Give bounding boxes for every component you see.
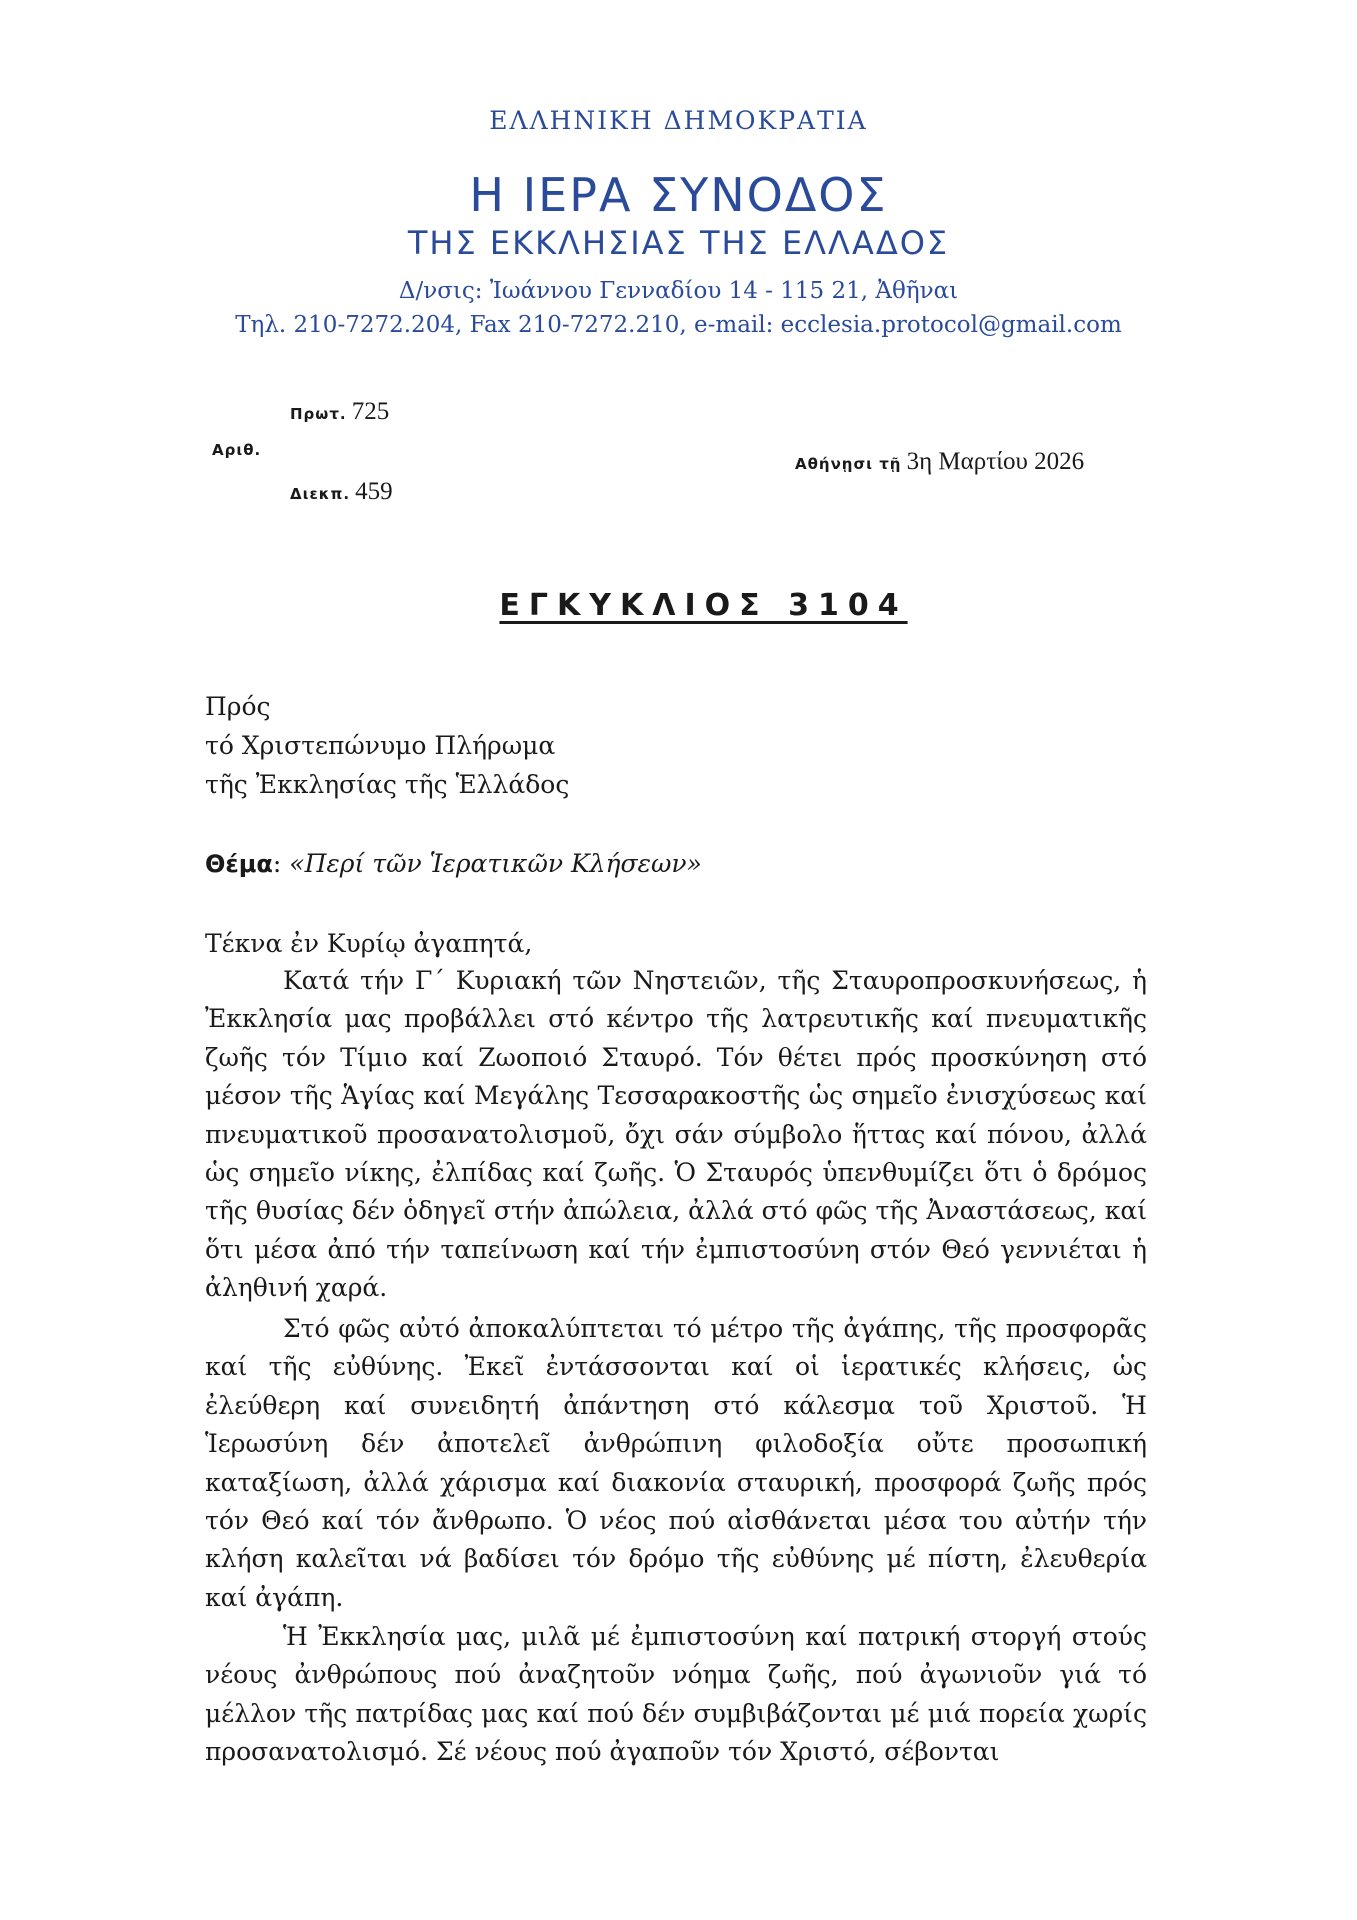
letterhead-church: ΤΗΣ ΕΚΚΛΗΣΙΑΣ ΤΗΣ ΕΛΛΑΔΟΣ xyxy=(407,224,950,262)
number-label: Αριθ. xyxy=(212,441,262,459)
recipient-line-1: τό Χριστεπώνυμο Πλήρωμα xyxy=(205,731,556,760)
dispatch-number: 459 xyxy=(355,478,393,505)
protocol-reference xyxy=(290,398,389,426)
letterhead-contact: Τηλ. 210-7272.204, Fax 210-7272.210, e-mail: ecclesia.protocol@gmail.com xyxy=(235,312,1122,338)
subject-label: Θέμα xyxy=(205,850,273,878)
greeting: Τέκνα ἐν Κυρίῳ ἀγαπητά, xyxy=(205,929,533,958)
date-reference xyxy=(795,448,1084,476)
recipient-label: Πρός xyxy=(205,692,271,721)
number-reference xyxy=(212,440,261,459)
document-title-row xyxy=(0,588,1357,623)
body-paragraph-1: Κατά τήν Γ΄ Κυριακή τῶν Νηστειῶν, τῆς Σταυροπροσκυνήσεως, ἡ Ἐκκλησία μας προβάλλει στό κέντρο τῆς λατρευτικῆς καί πνευματικῆς ζωῆς τόν Τίμιο καί Ζωοποιό Σταυρό. Τόν θέτει πρός προσκύνηση στό μέσον τῆς Ἁγίας καί Μεγάλης Τεσσαρακοστῆς ὡς σημεῖο ἐνισχύσεως καί πνευματικοῦ προσανατολισμοῦ, ὄχι σάν σύμβολο ἥττας καί πόνου, ἀλλά ὡς σημεῖο νίκης, ἐλπίδας καί ζωῆς. Ὁ Σταυρός ὑπενθυμίζει ὅτι ὁ δρόμος τῆς θυσίας δέν ὁδηγεῖ στήν ἀπώλεια, ἀλλά στό φῶς τῆς Ἀναστάσεως, καί ὅτι μέσα ἀπό τήν ταπείνωση καί τήν ἐμπιστοσύνη στόν Θεό γεννιέται ἡ ἀληθινή χαρά. xyxy=(205,966,1147,1303)
subject-colon: : xyxy=(272,849,290,878)
protocol-number: 725 xyxy=(351,398,390,425)
date-label: Αθήνῃσι τῇ xyxy=(795,455,902,473)
letterhead-institution: Η ΙΕΡΑ ΣΥΝΟΔΟΣ xyxy=(469,168,888,222)
protocol-label: Πρωτ. xyxy=(290,405,347,423)
letterhead-address: Δ/νσις: Ἰωάννου Γενναδίου 14 - 115 21, Ἀθῆναι xyxy=(398,278,959,304)
dispatch-reference xyxy=(290,478,393,506)
subject-text: «Περί τῶν Ἱερατικῶν Κλήσεων» xyxy=(289,849,702,878)
date-value: 3η Μαρτίου 2026 xyxy=(906,448,1085,475)
letterhead-country: ΕΛΛΗΝΙΚΗ ΔΗΜΟΚΡΑΤΙΑ xyxy=(489,106,868,135)
body-paragraph-2: Στό φῶς αὐτό ἀποκαλύπτεται τό μέτρο τῆς ἀγάπης, τῆς προσφορᾶς καί τῆς εὐθύνης. Ἐκεῖ ἐντάσσονται καί οἱ ἱερατικές κλήσεις, ὡς ἐλεύθερη καί συνειδητή ἀπάντηση στό κάλεσμα τοῦ Χριστοῦ. Ἡ Ἱερωσύνη δέν ἀποτελεῖ ἀνθρώπινη φιλοδοξία οὔτε προσωπική καταξίωση, ἀλλά χάρισμα καί διακονία σταυρική, προσφορά ζωῆς πρός τόν Θεό καί τόν ἄνθρωπο. Ὁ νέος πού αἰσθάνεται μέσα του αὐτήν τήν κλήση καλεῖται νά βαδίσει τόν δρόμο τῆς εὐθύνης μέ πίστη, ἐλευθερία καί ἀγάπη. xyxy=(205,1314,1147,1612)
document-title: ΕΓΚΥΚΛΙΟΣ 3104 xyxy=(499,588,908,623)
dispatch-label: Διεκπ. xyxy=(290,485,351,503)
subject-line xyxy=(205,845,702,883)
body-paragraph-3: Ἡ Ἐκκλησία μας, μιλᾶ μέ ἐμπιστοσύνη καί πατρική στοργή στούς νέους ἀνθρώπους πού ἀναζητοῦν νόημα ζωῆς, πού ἀγωνιοῦν γιά τό μέλλον τῆς πατρίδας μας καί πού δέν συμβιβάζονται μέ μιά πορεία χωρίς προσανατολισμό. Σέ νέους πού ἀγαποῦν τόν Χριστό, σέβονται xyxy=(205,1622,1147,1767)
recipient-line-2: τῆς Ἐκκλησίας τῆς Ἑλλάδος xyxy=(205,770,570,799)
